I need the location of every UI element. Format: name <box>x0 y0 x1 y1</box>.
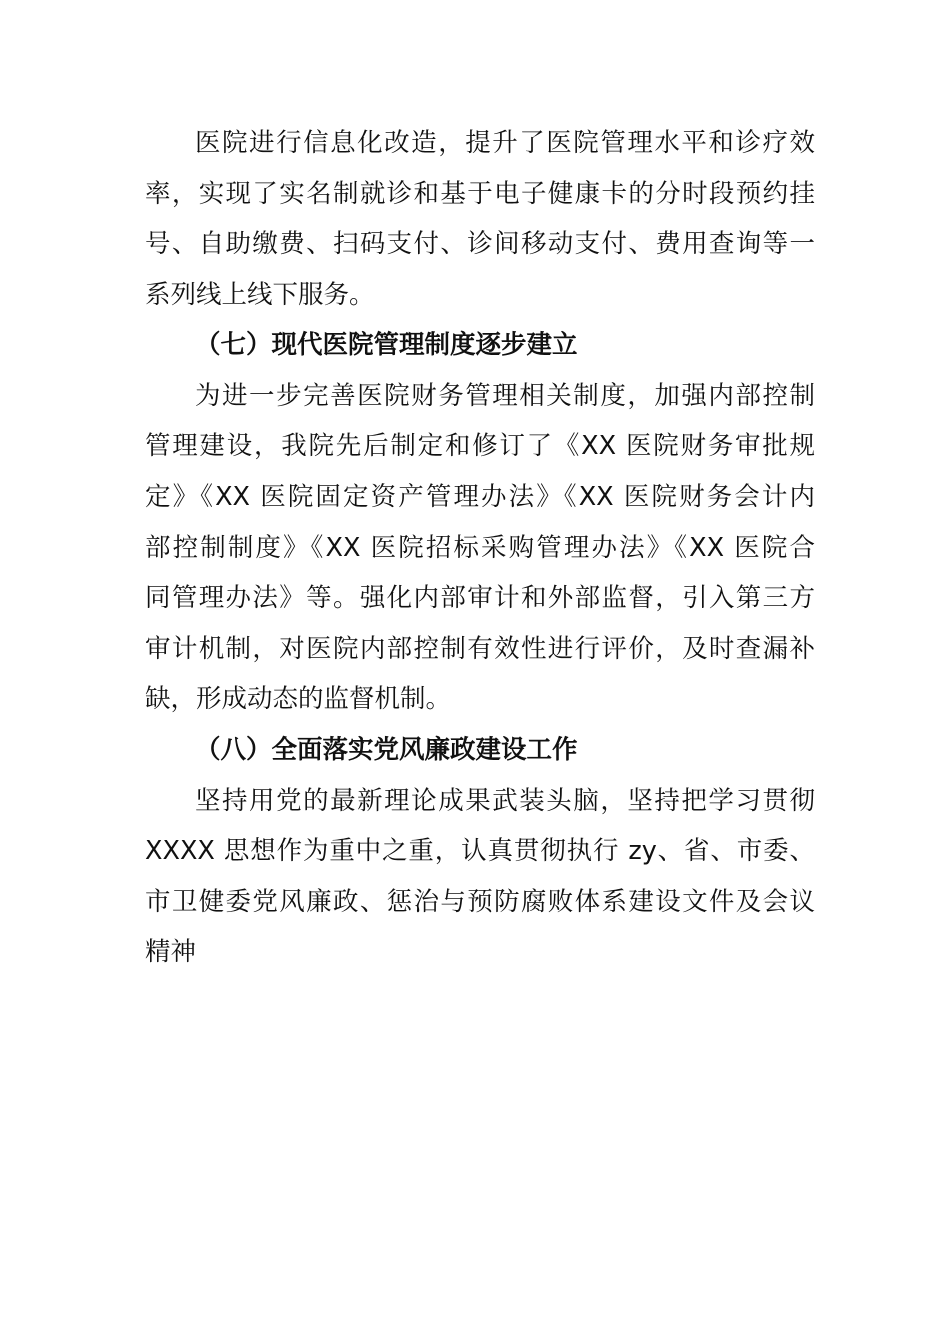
paragraph-line: 定》《XX 医院固定资产管理办法》《XX 医院财务会计内 <box>145 482 815 512</box>
paragraph-line: 同管理办法》等。强化内部审计和外部监督，引入第三方 <box>145 583 815 613</box>
section-heading-8: （八）全面落实党风廉政建设工作 <box>195 735 578 765</box>
paragraph-line: 系列线上线下服务。 <box>145 280 375 310</box>
paragraph-line: 为进一步完善医院财务管理相关制度，加强内部控制 <box>195 381 815 411</box>
paragraph-line: 审计机制，对医院内部控制有效性进行评价，及时查漏补 <box>145 634 815 664</box>
paragraph-line: 率，实现了实名制就诊和基于电子健康卡的分时段预约挂 <box>145 179 815 209</box>
paragraph-line: 坚持用党的最新理论成果武装头脑，坚持把学习贯彻 <box>195 786 815 816</box>
paragraph-line: 缺，形成动态的监督机制。 <box>145 684 452 714</box>
paragraph-line: 管理建设，我院先后制定和修订了《XX 医院财务审批规 <box>145 431 815 461</box>
section-heading-7: （七）现代医院管理制度逐步建立 <box>195 330 578 360</box>
paragraph-line: XXXX 思想作为重中之重，认真贯彻执行 zy、省、市委、 <box>145 836 815 866</box>
paragraph-line: 部控制制度》《XX 医院招标采购管理办法》《XX 医院合 <box>145 533 815 563</box>
paragraph-line: 号、自助缴费、扫码支付、诊间移动支付、费用查询等一 <box>145 229 815 259</box>
paragraph-line: 医院进行信息化改造，提升了医院管理水平和诊疗效 <box>195 128 815 158</box>
paragraph-line: 精神 <box>145 937 197 967</box>
paragraph-line: 市卫健委党风廉政、惩治与预防腐败体系建设文件及会议 <box>145 887 815 917</box>
